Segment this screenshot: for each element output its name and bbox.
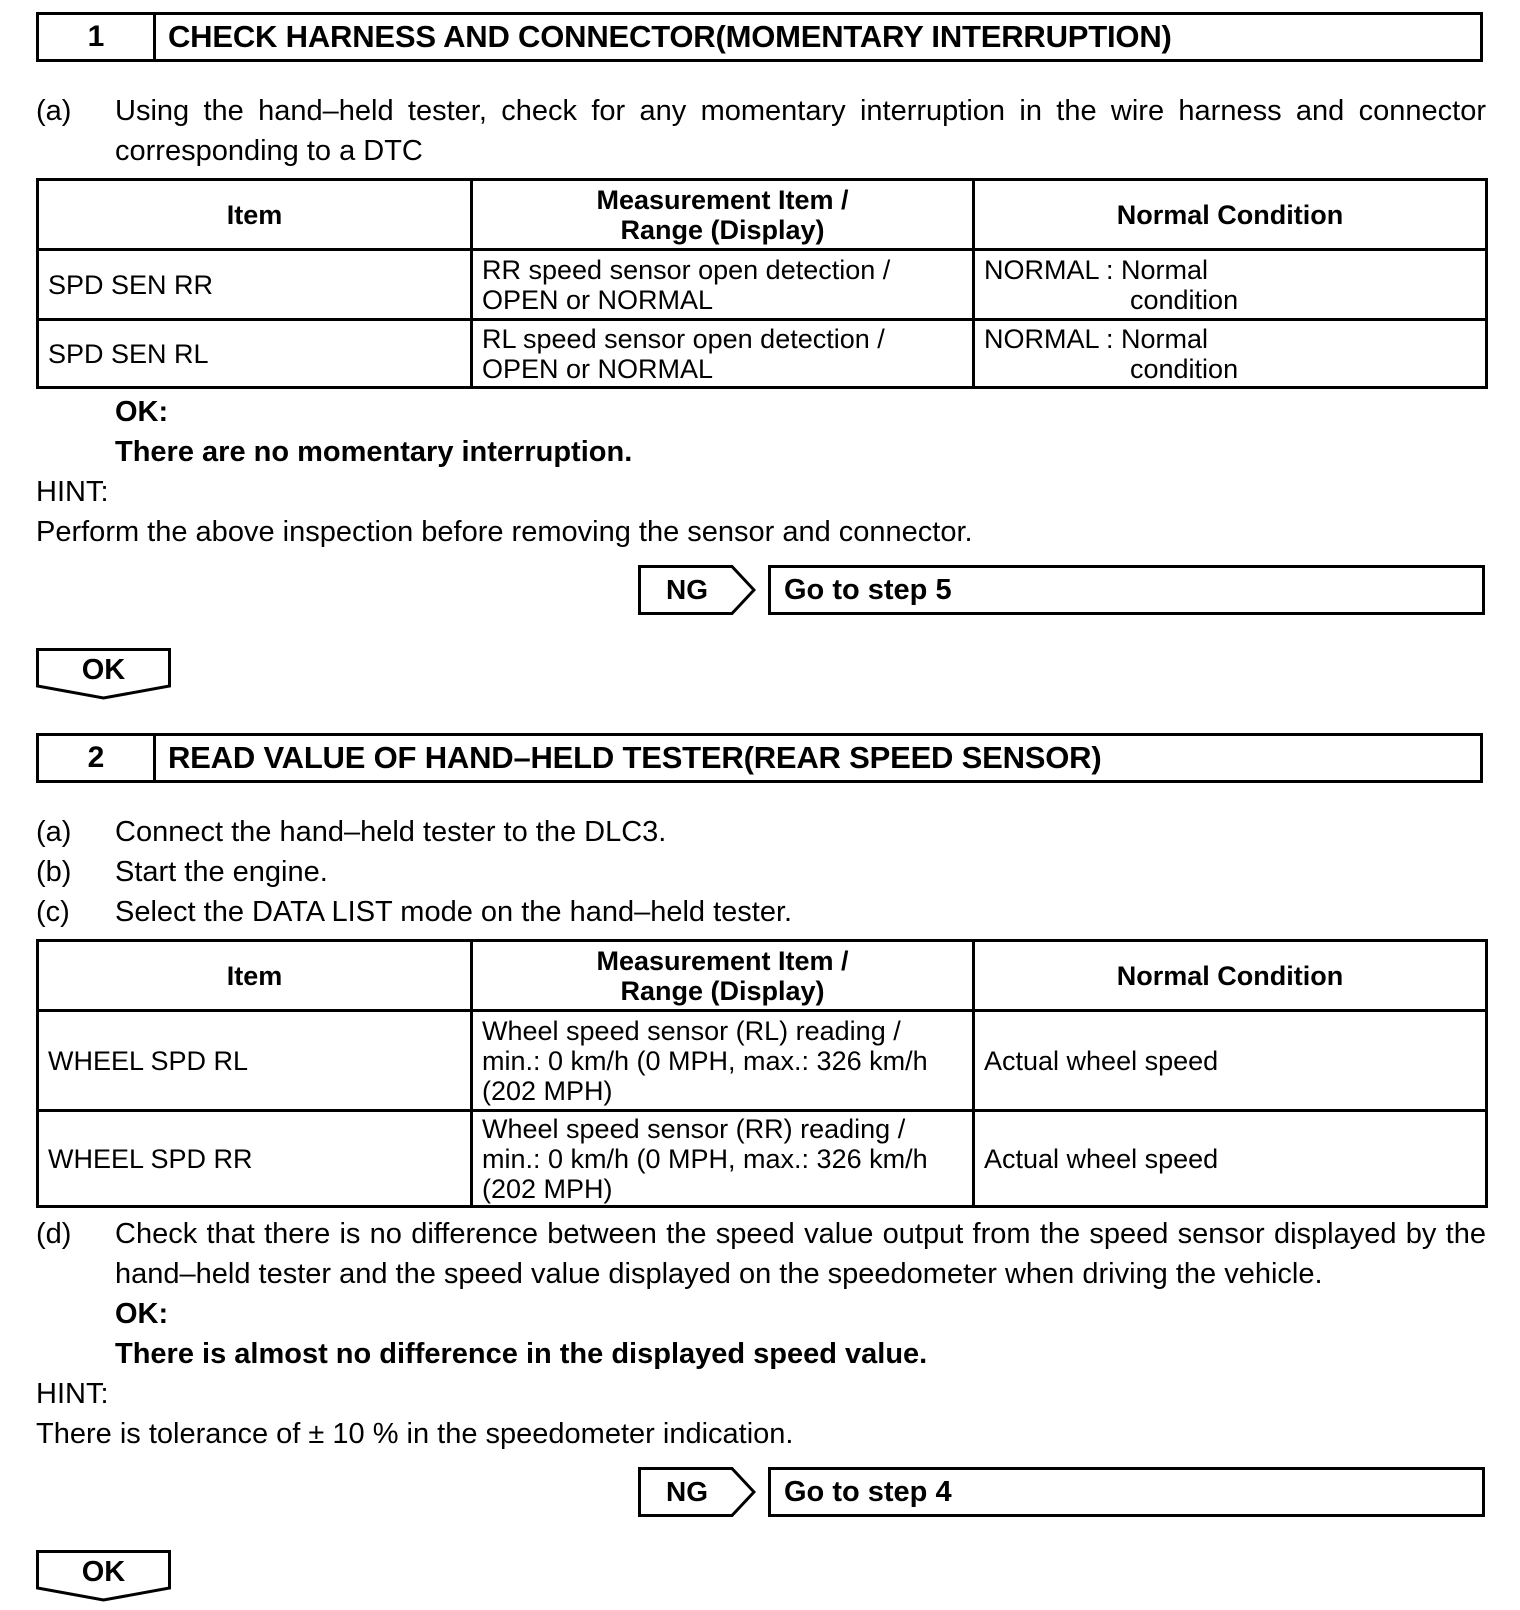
ok-arrow[interactable]	[36, 1550, 171, 1602]
step-title: CHECK HARNESS AND CONNECTOR(MOMENTARY INTERRUPTION)	[168, 19, 1172, 54]
instruction-label: (b)	[36, 856, 72, 888]
instruction-label: (c)	[36, 896, 70, 928]
cell-normal: NORMAL : Normal condition	[974, 250, 1487, 320]
ok-label: OK:	[115, 396, 169, 428]
table-header-row	[38, 180, 1487, 250]
step-number: 1	[39, 15, 156, 59]
instruction-label: (a)	[36, 816, 72, 848]
ok-label: OK:	[115, 1298, 169, 1330]
instruction-label: (d)	[36, 1218, 72, 1250]
hint-text: Perform the above inspection before removing the sensor and connector.	[36, 516, 973, 548]
header-normal-condition: Normal Condition	[974, 941, 1487, 1011]
step-2-table	[36, 939, 1488, 1208]
hint-label: HINT:	[36, 476, 109, 508]
instruction-text: Check that there is no difference between the speed value output from the speed sensor displayed by the hand–held tester and the speed value displayed on the speedometer when driving the vehicle.	[115, 1218, 1486, 1290]
cell-normal: Actual wheel speed	[974, 1011, 1487, 1111]
table-row	[38, 1111, 1487, 1207]
instruction-text: Select the DATA LIST mode on the hand–held tester.	[115, 896, 793, 928]
instruction-text: Using the hand–held tester, check for any momentary interruption in the wire harness and connector corresponding to a DTC	[115, 95, 1486, 167]
cell-item: WHEEL SPD RL	[38, 1011, 472, 1111]
instruction-label: (a)	[36, 95, 72, 127]
instruction-c	[36, 892, 1486, 932]
header-measurement: Measurement Item / Range (Display)	[472, 941, 974, 1011]
ng-label: NG	[666, 574, 708, 605]
hint-label: HINT:	[36, 1378, 109, 1410]
cell-measurement: RL speed sensor open detection / OPEN or NORMAL	[472, 320, 974, 388]
table-header-row	[38, 941, 1487, 1011]
step-1-header	[36, 12, 1483, 62]
ng-arrow[interactable]	[638, 1467, 756, 1517]
ng-label: NG	[666, 1476, 708, 1507]
header-item: Item	[38, 941, 472, 1011]
hint-text: There is tolerance of ± 10 % in the speedometer indication.	[36, 1418, 794, 1450]
cell-normal: NORMAL : Normal condition	[974, 320, 1487, 388]
table-row	[38, 320, 1487, 388]
instruction-a	[36, 812, 1486, 852]
ok-criteria: There are no momentary interruption.	[115, 436, 633, 468]
instruction-text: Start the engine.	[115, 856, 328, 888]
header-measurement: Measurement Item / Range (Display)	[472, 180, 974, 250]
instruction-text: Connect the hand–held tester to the DLC3.	[115, 816, 667, 848]
instruction-d	[36, 1214, 1486, 1294]
cell-measurement: RR speed sensor open detection / OPEN or NORMAL	[472, 250, 974, 320]
table-row	[38, 250, 1487, 320]
go-to-step-4[interactable]: Go to step 4	[768, 1467, 1485, 1517]
header-normal-condition: Normal Condition	[974, 180, 1487, 250]
step-title: READ VALUE OF HAND–HELD TESTER(REAR SPEED SENSOR)	[168, 740, 1102, 775]
step-number: 2	[39, 736, 156, 780]
header-item: Item	[38, 180, 472, 250]
cell-measurement: Wheel speed sensor (RL) reading / min.: 0 km/h (0 MPH, max.: 326 km/h (202 MPH)	[472, 1011, 974, 1111]
ok-button-label: OK	[81, 1556, 126, 1588]
ok-arrow[interactable]	[36, 648, 171, 700]
instruction-b	[36, 852, 1486, 892]
ng-arrow[interactable]	[638, 565, 756, 615]
cell-measurement: Wheel speed sensor (RR) reading / min.: 0 km/h (0 MPH, max.: 326 km/h (202 MPH)	[472, 1111, 974, 1207]
ok-button-label: OK	[81, 654, 126, 686]
cell-item: SPD SEN RL	[38, 320, 472, 388]
instruction-a	[36, 91, 1486, 171]
step-1-table	[36, 178, 1488, 389]
step-2-header	[36, 733, 1483, 783]
cell-item: SPD SEN RR	[38, 250, 472, 320]
cell-normal: Actual wheel speed	[974, 1111, 1487, 1207]
cell-item: WHEEL SPD RR	[38, 1111, 472, 1207]
go-to-step-5[interactable]: Go to step 5	[768, 565, 1485, 615]
ok-criteria: There is almost no difference in the displayed speed value.	[115, 1338, 928, 1370]
table-row	[38, 1011, 1487, 1111]
